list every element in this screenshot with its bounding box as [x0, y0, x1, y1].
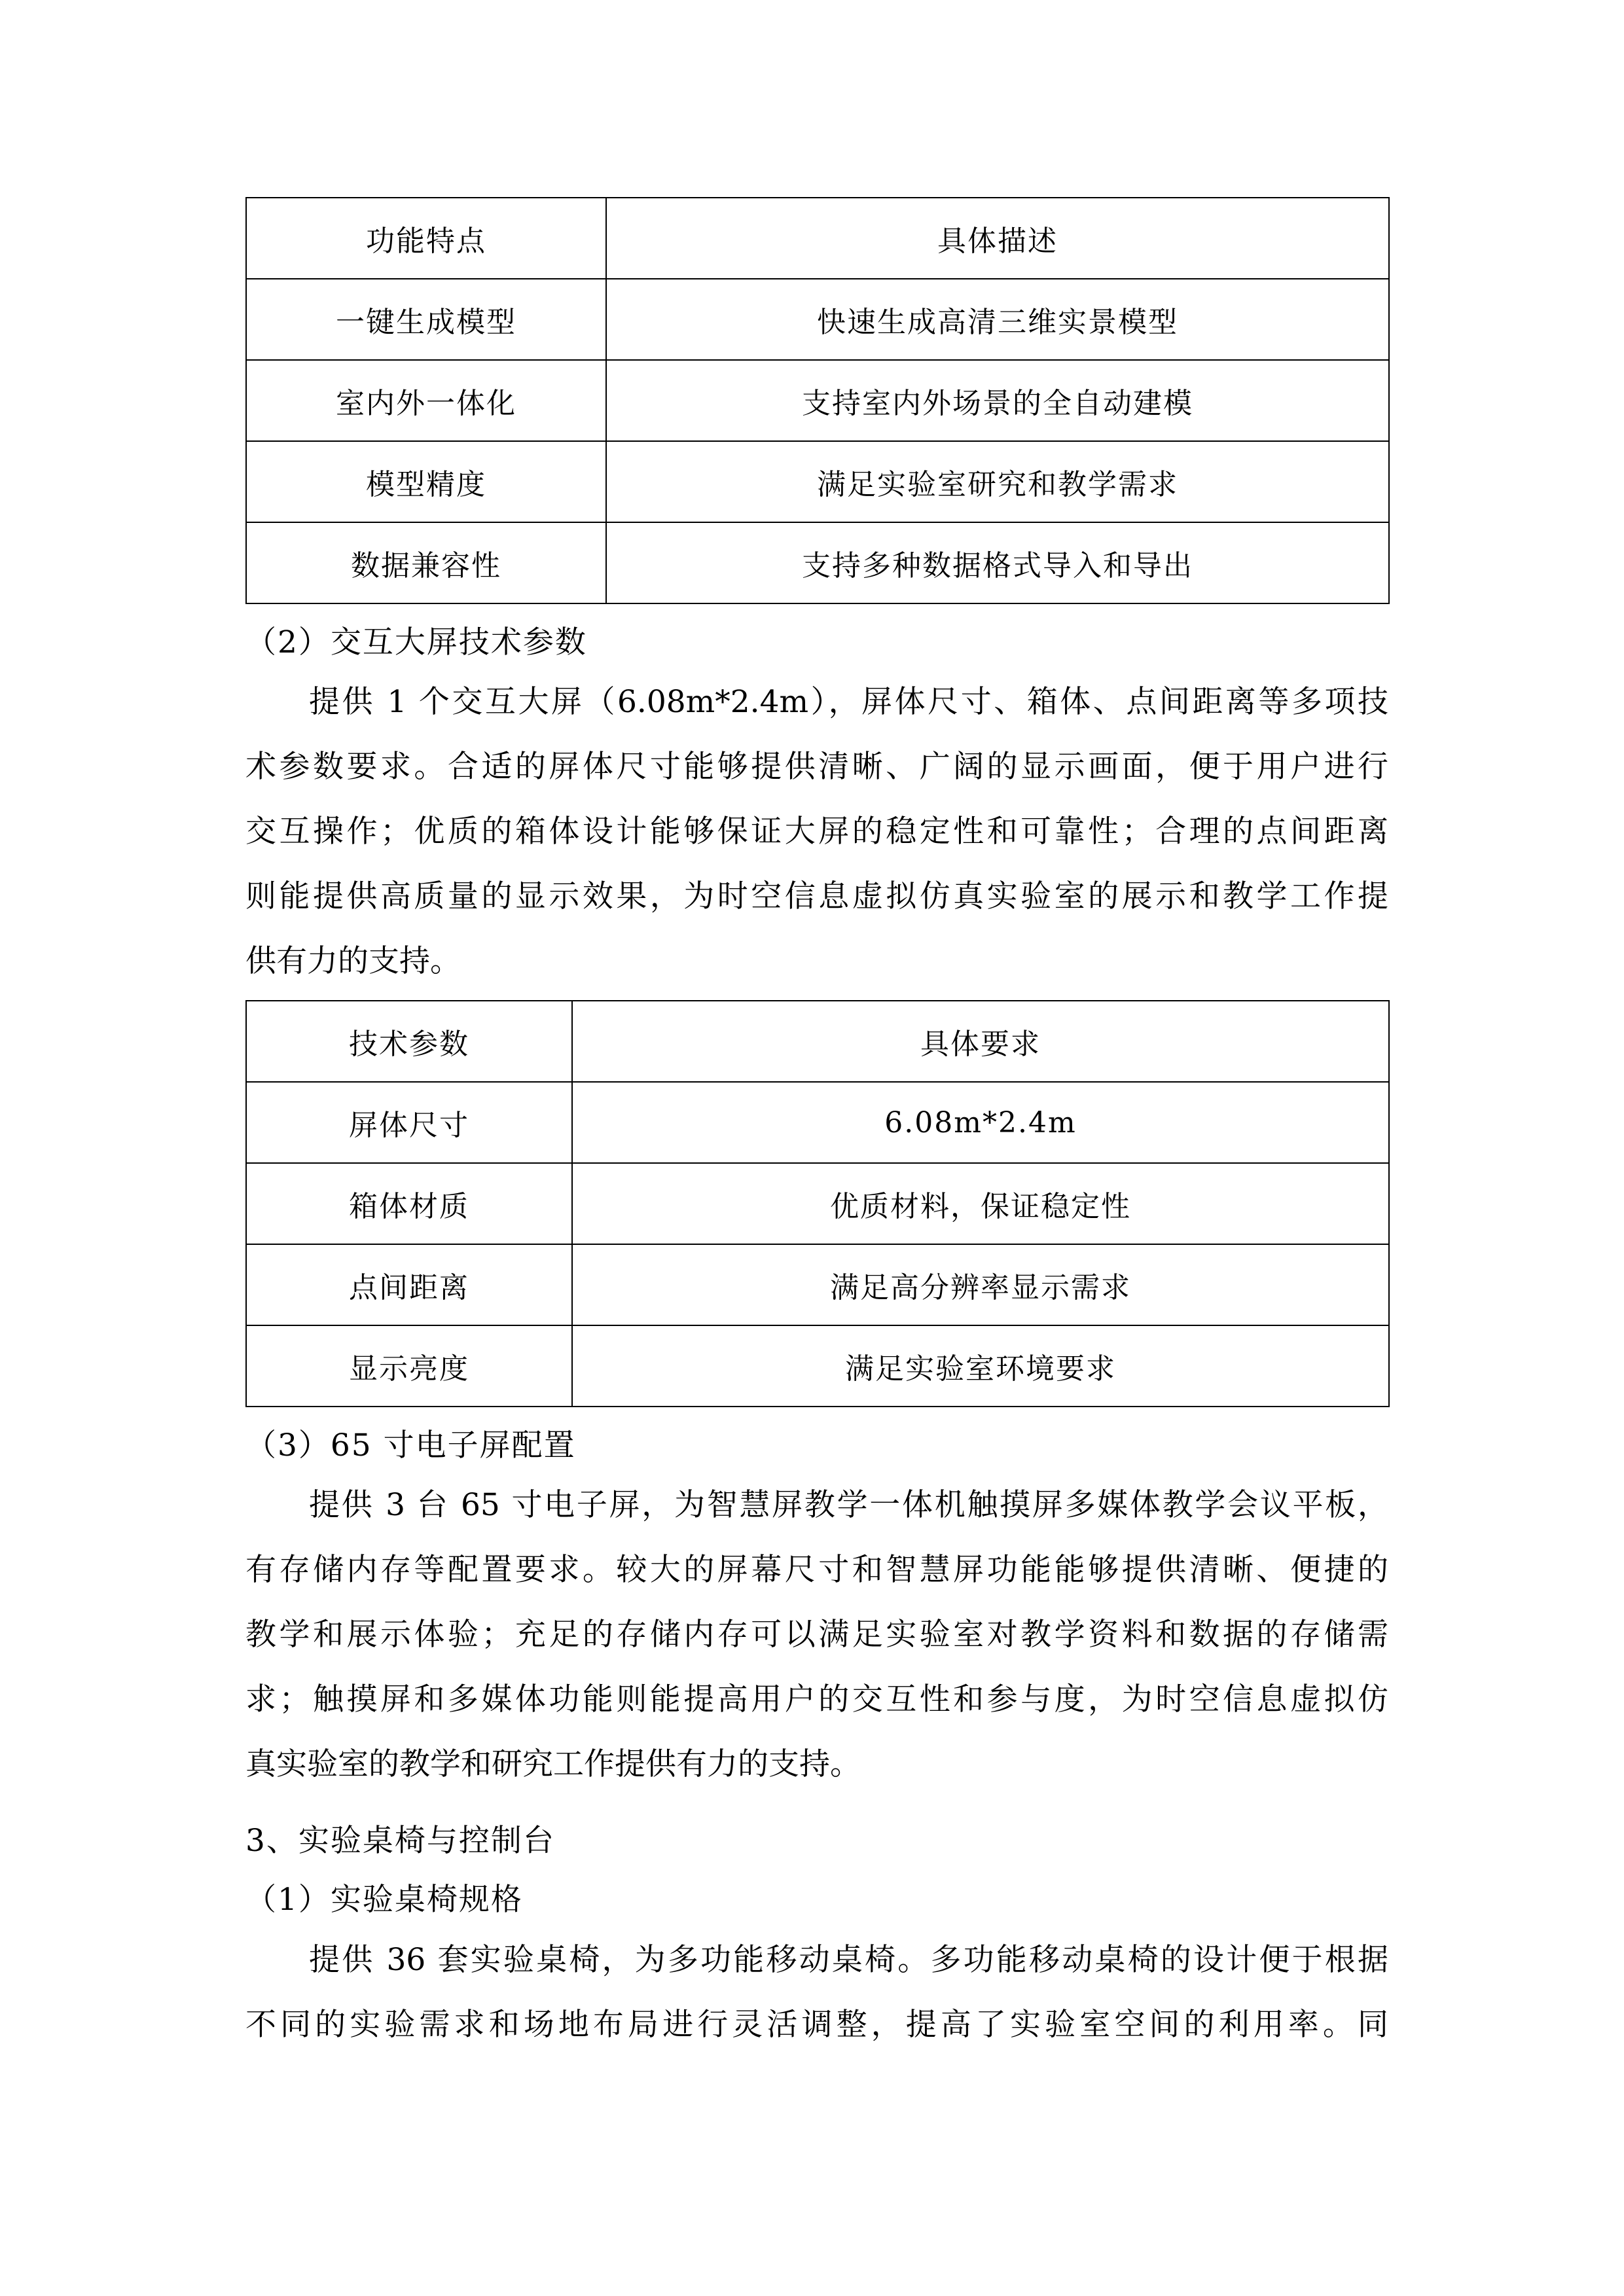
table-header-cell: 技术参数: [246, 1001, 572, 1082]
table-cell: 满足实验室研究和教学需求: [606, 441, 1389, 522]
paragraph-line: 则能提供高质量的显示效果，为时空信息虚拟仿真实验室的展示和教学工作提: [245, 878, 1388, 914]
section-heading: （2）交互大屏技术参数: [245, 624, 587, 660]
table-row: [246, 1082, 1389, 1163]
table-row: [246, 1244, 1389, 1325]
paragraph-line: 提供 36 套实验桌椅，为多功能移动桌椅。多功能移动桌椅的设计便于根据: [309, 1942, 1388, 1978]
chapter-heading: 3、实验桌椅与控制台: [245, 1823, 555, 1859]
table-cell: 满足实验室环境要求: [572, 1325, 1389, 1407]
table-row: [246, 522, 1389, 603]
table-cell: 支持多种数据格式导入和导出: [606, 522, 1389, 603]
table-row: [246, 441, 1389, 522]
paragraph-line: 供有力的支持。: [245, 943, 461, 979]
table-row: [246, 1325, 1389, 1407]
paragraph-line: 术参数要求。合适的屏体尺寸能够提供清晰、广阔的显示画面，便于用户进行: [245, 749, 1388, 785]
table-header-cell: 功能特点: [246, 198, 606, 279]
paragraph-line: 真实验室的教学和研究工作提供有力的支持。: [245, 1746, 861, 1782]
section-heading: （1）实验桌椅规格: [245, 1882, 523, 1918]
paragraph-line: 提供 1 个交互大屏（6.08m*2.4m），屏体尺寸、箱体、点间距离等多项技: [309, 684, 1388, 720]
table-cell: 一键生成模型: [246, 279, 606, 360]
table-cell: 室内外一体化: [246, 360, 606, 441]
section-heading: （3）65 寸电子屏配置: [245, 1427, 576, 1463]
paragraph-line: 不同的实验需求和场地布局进行灵活调整，提高了实验室空间的利用率。同: [245, 2007, 1388, 2043]
parameter-table: [245, 1000, 1390, 1407]
table-cell: 支持室内外场景的全自动建模: [606, 360, 1389, 441]
table-cell: 快速生成高清三维实景模型: [606, 279, 1389, 360]
table-cell: 显示亮度: [246, 1325, 572, 1407]
table-cell: 箱体材质: [246, 1163, 572, 1244]
table-cell: 满足高分辨率显示需求: [572, 1244, 1389, 1325]
table-cell: 优质材料，保证稳定性: [572, 1163, 1389, 1244]
table-header-cell: 具体描述: [606, 198, 1389, 279]
table-row: [246, 279, 1389, 360]
table-cell: 屏体尺寸: [246, 1082, 572, 1163]
table-cell: 数据兼容性: [246, 522, 606, 603]
table-header-row: [246, 1001, 1389, 1082]
table-cell: 点间距离: [246, 1244, 572, 1325]
table-cell: 6.08m*2.4m: [572, 1082, 1389, 1163]
table-header-row: [246, 198, 1389, 279]
paragraph-line: 求；触摸屏和多媒体功能则能提高用户的交互性和参与度，为时空信息虚拟仿: [245, 1681, 1388, 1717]
paragraph-line: 提供 3 台 65 寸电子屏，为智慧屏教学一体机触摸屏多媒体教学会议平板，: [309, 1487, 1388, 1523]
feature-table: [245, 197, 1390, 604]
table-cell: 模型精度: [246, 441, 606, 522]
table-row: [246, 360, 1389, 441]
table-row: [246, 1163, 1389, 1244]
paragraph-line: 交互操作；优质的箱体设计能够保证大屏的稳定性和可靠性；合理的点间距离: [245, 814, 1388, 850]
paragraph-line: 教学和展示体验；充足的存储内存可以满足实验室对教学资料和数据的存储需: [245, 1617, 1388, 1653]
paragraph-line: 有存储内存等配置要求。较大的屏幕尺寸和智慧屏功能能够提供清晰、便捷的: [245, 1552, 1388, 1588]
table-header-cell: 具体要求: [572, 1001, 1389, 1082]
